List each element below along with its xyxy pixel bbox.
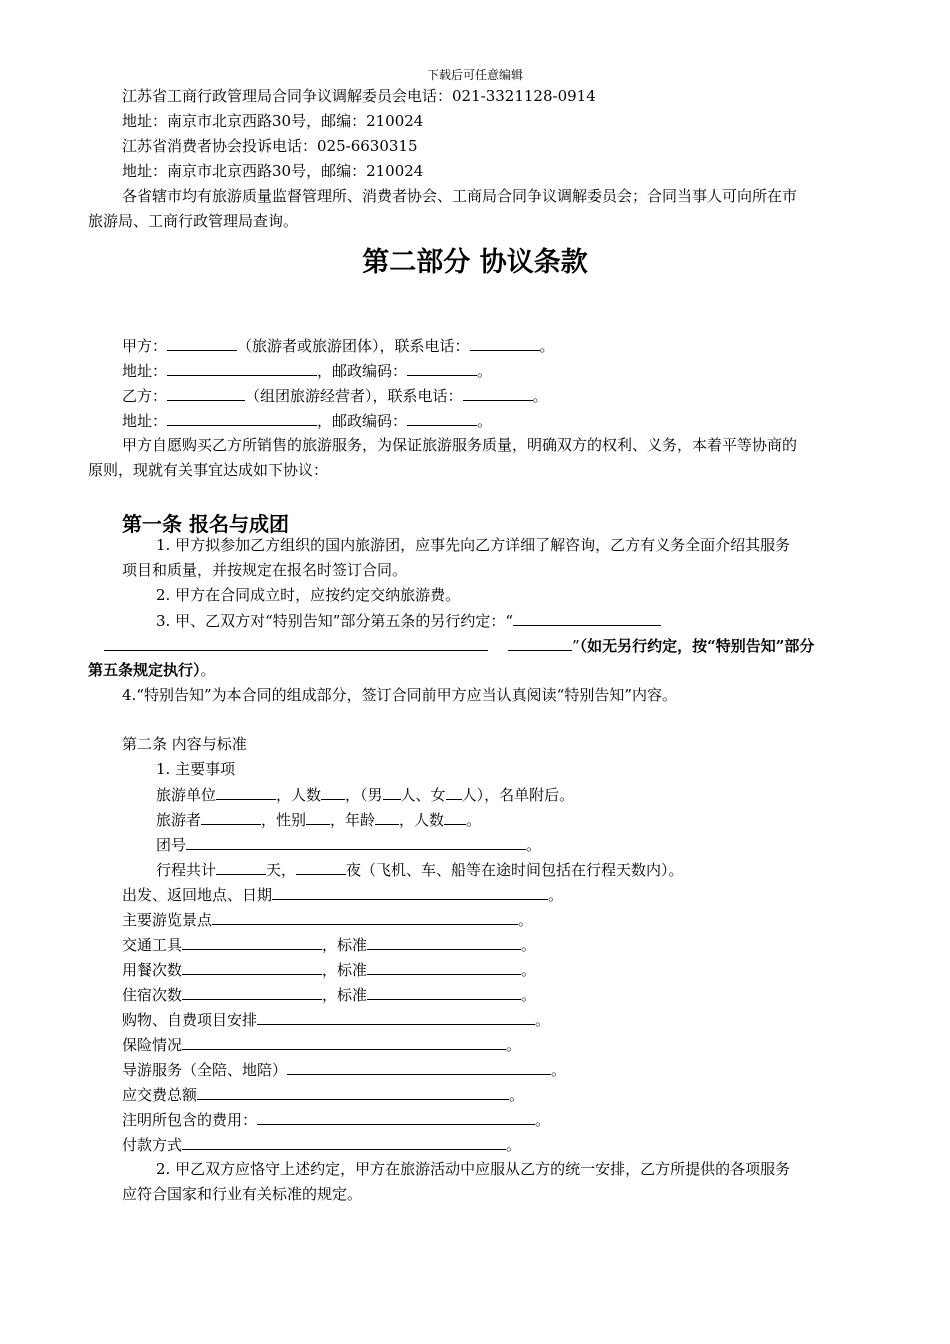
- article-1-item-3-note: （如无另行约定，按“特别告知”部分: [579, 637, 815, 655]
- sex-label: ，性别: [261, 811, 307, 829]
- male-count-blank[interactable]: [383, 784, 401, 800]
- guide-blank[interactable]: [287, 1059, 551, 1075]
- guide-label: 导游服务（全陪、地陪）: [122, 1061, 288, 1079]
- party-a-label: 甲方：: [122, 337, 168, 355]
- article-1-item-3-end: [88, 660, 216, 680]
- group-number-blank[interactable]: [186, 834, 526, 850]
- total-fee-blank[interactable]: [197, 1084, 509, 1100]
- article-1-item-1a: 1. 甲方拟参加乙方组织的国内旅游团，应事先向乙方详细了解咨询，乙方有义务全面介绍其服务: [156, 536, 791, 554]
- close-quote: ”: [572, 637, 580, 655]
- page-header: 下载后可任意编辑: [426, 68, 523, 82]
- article-2-section-1: 1. 主要事项: [156, 760, 236, 778]
- female-label: 人、女: [400, 786, 446, 804]
- article-1-item-2: 2. 甲方在合同成立时，应按约定交纳旅游费。: [156, 586, 461, 604]
- address-label: 地址：: [122, 362, 168, 380]
- transport-label: 交通工具: [122, 936, 183, 954]
- insurance-label: 保险情况: [122, 1036, 183, 1054]
- guide-line: [122, 1059, 566, 1080]
- period: 。: [466, 811, 482, 829]
- intro-line-2: 地址：南京市北京西路30号，邮编：210024: [122, 112, 424, 130]
- days-label: 天，: [266, 861, 297, 879]
- article-1-item-1b: 项目和质量，并按规定在报名时签订合同。: [122, 561, 408, 579]
- tour-unit-line: [156, 784, 574, 805]
- agreement-intro-2: 原则，现就有关事宜达成如下协议：: [88, 461, 329, 479]
- intro-line-5a: 各省辖市均有旅游质量监督管理所、消费者协会、工商局合同争议调解委员会；合同当事人可向所在市: [122, 187, 798, 205]
- article-1-item-3-note-2: 第五条规定执行）: [88, 661, 201, 679]
- period: 。: [200, 661, 216, 679]
- party-b-label: 乙方：: [122, 387, 168, 405]
- special-agreement-blank-2[interactable]: [104, 635, 488, 651]
- intro-line-3: 江苏省消费者协会投诉电话：025-6630315: [122, 137, 418, 155]
- special-agreement-blank-3[interactable]: [508, 635, 572, 651]
- departure-blank[interactable]: [272, 884, 548, 900]
- party-a-desc: （旅游者或旅游团体），联系电话：: [237, 337, 470, 355]
- party-a-postcode-blank[interactable]: [407, 360, 477, 376]
- payment-line: [122, 1134, 521, 1155]
- total-fee-line: [122, 1084, 524, 1105]
- party-b-address-blank[interactable]: [167, 410, 317, 426]
- period: 。: [539, 337, 555, 355]
- period: 。: [535, 1011, 551, 1029]
- meals-standard-blank[interactable]: [367, 959, 521, 975]
- party-a-name-blank[interactable]: [167, 335, 237, 351]
- party-b-postcode-blank[interactable]: [407, 410, 477, 426]
- meals-label: 用餐次数: [122, 961, 183, 979]
- male-label: ，（男: [345, 786, 383, 804]
- lodging-blank[interactable]: [182, 984, 322, 1000]
- period: 。: [521, 986, 537, 1004]
- article-2-section-2a: 2. 甲乙双方应恪守上述约定，甲方在旅游活动中应服从乙方的统一安排，乙方所提供的各项服务: [156, 1160, 791, 1178]
- party-a-line: [122, 335, 555, 356]
- roster-note: 人），名单附后。: [461, 786, 575, 804]
- period: 。: [535, 1111, 551, 1129]
- period: 。: [521, 936, 537, 954]
- party-b-line: [122, 385, 548, 406]
- lodging-label: 住宿次数: [122, 986, 183, 1004]
- itinerary-label: 行程共计: [156, 861, 217, 879]
- meals-line: [122, 959, 536, 980]
- departure-label: 出发、返回地点、日期: [122, 886, 273, 904]
- intro-line-5b: 旅游局、工商行政管理局查询。: [88, 212, 299, 230]
- agreement-intro-1: 甲方自愿购买乙方所销售的旅游服务，为保证旅游服务质量，明确双方的权利、义务，本着平等协商的: [122, 436, 798, 454]
- address-label: 地址：: [122, 412, 168, 430]
- shopping-label: 购物、自费项目安排: [122, 1011, 258, 1029]
- transport-blank[interactable]: [182, 934, 322, 950]
- tourist-label: 旅游者: [156, 811, 202, 829]
- period: 。: [518, 911, 534, 929]
- article-1-item-3: [156, 610, 661, 631]
- tourist-line: [156, 809, 481, 830]
- party-a-address-blank[interactable]: [167, 360, 317, 376]
- party-b-address-line: [122, 410, 492, 431]
- age-label: ，年龄: [330, 811, 376, 829]
- article-2-title: 第二条 内容与标准: [122, 735, 247, 753]
- included-fees-blank[interactable]: [257, 1109, 535, 1125]
- period: 。: [551, 1061, 567, 1079]
- count-label: ，人数: [276, 786, 322, 804]
- special-agreement-blank-1[interactable]: [513, 610, 661, 626]
- payment-blank[interactable]: [182, 1134, 506, 1150]
- lodging-line: [122, 984, 536, 1005]
- nights-blank[interactable]: [296, 859, 346, 875]
- standard-label: ，标准: [322, 961, 368, 979]
- meals-blank[interactable]: [182, 959, 322, 975]
- sights-label: 主要游览景点: [122, 911, 213, 929]
- period: 。: [521, 961, 537, 979]
- period: 。: [477, 362, 493, 380]
- sights-line: [122, 909, 533, 930]
- article-1-item-3-text: 3. 甲、乙双方对“特别告知”部分第五条的另行约定：“: [156, 612, 514, 630]
- transport-line: [122, 934, 536, 955]
- tourist-blank[interactable]: [201, 809, 261, 825]
- count-blank[interactable]: [321, 784, 345, 800]
- period: 。: [526, 836, 542, 854]
- tour-unit-label: 旅游单位: [156, 786, 217, 804]
- shopping-blank[interactable]: [257, 1009, 535, 1025]
- intro-line-4: 地址：南京市北京西路30号，邮编：210024: [122, 162, 424, 180]
- party-a-phone-blank[interactable]: [470, 335, 540, 351]
- party-b-name-blank[interactable]: [167, 385, 245, 401]
- standard-label: ，标准: [322, 936, 368, 954]
- included-fees-line: [122, 1109, 550, 1130]
- party-b-phone-blank[interactable]: [463, 385, 533, 401]
- count-label: ，人数: [399, 811, 445, 829]
- total-fee-label: 应交费总额: [122, 1086, 198, 1104]
- payment-label: 付款方式: [122, 1136, 183, 1154]
- intro-line-1: 江苏省工商行政管理局合同争议调解委员会电话：021-3321128-0914: [122, 87, 596, 105]
- insurance-line: [122, 1034, 521, 1055]
- postcode-label: ，邮政编码：: [317, 412, 408, 430]
- age-blank[interactable]: [375, 809, 399, 825]
- transport-standard-blank[interactable]: [367, 934, 521, 950]
- insurance-blank[interactable]: [182, 1034, 506, 1050]
- group-number-line: [156, 834, 541, 855]
- postcode-label: ，邮政编码：: [317, 362, 408, 380]
- part-title: 第二部分 协议条款: [362, 247, 588, 278]
- article-2-section-2b: 应符合国家和行业有关标准的规定。: [122, 1185, 363, 1203]
- female-count-blank[interactable]: [446, 784, 462, 800]
- itinerary-line: [156, 859, 684, 880]
- standard-label: ，标准: [322, 986, 368, 1004]
- period: 。: [509, 1086, 525, 1104]
- departure-line: [122, 884, 563, 905]
- sex-blank[interactable]: [306, 809, 330, 825]
- tour-unit-blank[interactable]: [216, 784, 276, 800]
- group-number-label: 团号: [156, 836, 187, 854]
- article-1-item-3-cont: [104, 635, 814, 656]
- party-b-desc: （组团旅游经营者），联系电话：: [245, 387, 463, 405]
- article-1-title: 第一条 报名与成团: [122, 512, 289, 536]
- period: 。: [506, 1036, 522, 1054]
- period: 。: [532, 387, 548, 405]
- sights-blank[interactable]: [212, 909, 518, 925]
- nights-note: 夜（飞机、车、船等在途时间包括在行程天数内）。: [346, 861, 684, 879]
- included-fees-label: 注明所包含的费用：: [122, 1111, 258, 1129]
- lodging-standard-blank[interactable]: [367, 984, 521, 1000]
- period: 。: [477, 412, 493, 430]
- article-1-item-4: 4.“特别告知”为本合同的组成部分，签订合同前甲方应当认真阅读“特别告知”内容。: [122, 686, 677, 704]
- count-blank[interactable]: [444, 809, 466, 825]
- shopping-line: [122, 1009, 550, 1030]
- period: 。: [506, 1136, 522, 1154]
- period: 。: [548, 886, 564, 904]
- party-a-address-line: [122, 360, 492, 381]
- days-blank[interactable]: [216, 859, 266, 875]
